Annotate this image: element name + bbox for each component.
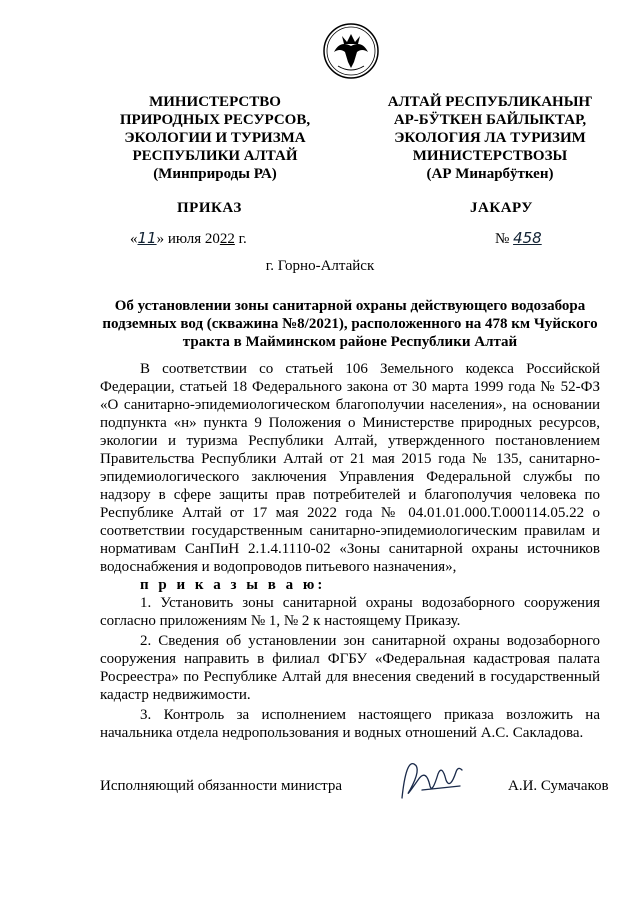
doc-body — [100, 360, 600, 742]
number-prefix: № — [495, 231, 514, 247]
signer-position: Исполняющий обязанности министра — [100, 778, 343, 794]
handwritten-signature — [392, 750, 472, 810]
header-right-line: (АР Минарбӱткен) — [426, 166, 554, 182]
date-year-handwritten: 22 — [219, 231, 235, 247]
header-right-ministry-alt — [385, 93, 595, 183]
number-handwritten: 458 — [513, 229, 542, 247]
date-day-handwritten: 11 — [137, 229, 157, 247]
doc-date — [130, 229, 247, 248]
date-suffix: » июля 20 — [156, 231, 220, 247]
order-word: п р и к а з ы в а ю: — [140, 577, 326, 593]
doc-type-ru: ПРИКАЗ — [177, 200, 242, 216]
order-item: 2. Сведения об установлении зон санитарной охраны водозаборного сооружения направить в филиал ФГБУ «Федеральная кадастровая палата Росреестра» по Республике Алтай для внесения сведений в государственный кадастр недвижимости. — [100, 633, 600, 703]
header-left-line: РЕСПУБЛИКИ АЛТАЙ — [132, 148, 298, 164]
order-item: 3. Контроль за исполнением настоящего приказа возложить на начальника отдела недропользования и водных отношений А.С. Сакладова. — [100, 707, 600, 741]
order-item: 1. Установить зоны санитарной охраны водозаборного сооружения согласно приложениям № 1, № 2 к настоящему Приказу. — [100, 595, 600, 629]
header-right-line: АР-БӰТКЕН БАЙЛЫКТАР, — [393, 112, 587, 128]
header-right-line: ЭКОЛОГИЯ ЛА ТУРИЗИМ — [394, 130, 586, 146]
doc-title: Об установлении зоны санитарной охраны действующего водозабора подземных вод (скважина №8/2021), расположенного на 478 км Чуйского тракта в Майминском районе Республики Алтай — [102, 298, 598, 350]
header-left-ministry-ru — [110, 93, 320, 183]
doc-type-alt: JАКАРУ — [470, 200, 533, 216]
preamble-paragraph: В соответствии со статьей 106 Земельного кодекса Российской Федерации, статьей 18 Федерального закона от 30 марта 1999 года № 52-ФЗ «О санитарно-эпидемиологическом благополучии населения», на основании подпункта «н» пункта 9 Положения о Министерстве природных ресурсов, экологии и туризма Республики Алтай, утвержденного постановлением Правительства Республики Алтай от 21 мая 2015 года № 135, санитарно-эпидемиологического заключения Управления Федеральной службы по надзору в сфере защиты прав потребителей и благополучия человека по Республике Алтай от 17 мая 2022 года № 04.01.01.000.Т.000114.05.22 о соответствии государственным санитарно-эпидемиологическим правилам и нормативам СанПиН 2.1.4.1110-02 «Зоны санитарной охраны источников водоснабжения и водопроводов питьевого назначения», — [100, 361, 600, 575]
header-left-line: (Минприроды РА) — [153, 166, 277, 182]
doc-city: г. Горно-Алтайск — [265, 258, 375, 274]
header-right-line: МИНИСТЕРСТВОЗЫ — [412, 148, 568, 164]
header-left-line: МИНИСТЕРСТВО — [149, 94, 281, 110]
header-left-line: ЭКОЛОГИИ И ТУРИЗМА — [124, 130, 306, 146]
date-prefix: « — [130, 231, 138, 247]
header-left-line: ПРИРОДНЫХ РЕСУРСОВ, — [119, 112, 311, 128]
date-tail: г. — [234, 231, 247, 247]
coat-of-arms-emblem — [322, 22, 380, 80]
header-right-line: АЛТАЙ РЕСПУБЛИКАНЫҤ — [387, 94, 593, 110]
signer-name: А.И. Сумачаков — [508, 778, 609, 794]
doc-number — [495, 229, 542, 248]
